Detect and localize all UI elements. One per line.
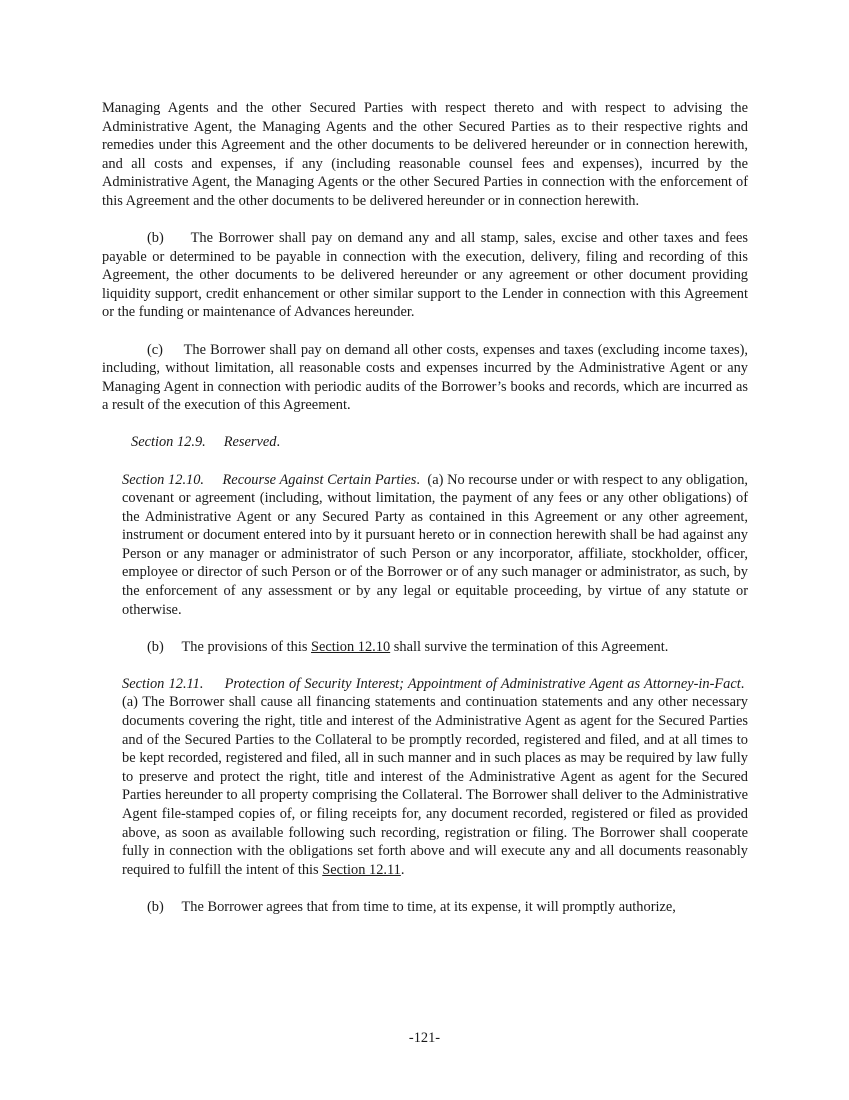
section-12-10-paragraph-a <box>102 471 748 620</box>
paragraph-text: (a) No recourse under or with respect to any obligation, covenant or agreement (including, without limitation, the payment of any fees or any other obligations) of the Administrative Agent or any Secured Party as contained in this Agreement or any other agreement, instrument or document entered into by it pursuant hereto or in connection herewith shall be had against any Person or any manager or administrator of such Person or any incorporator, affiliate, stockholder, officer, employee or director of such Person or of the Borrower or of any such manager or administrator, as such, by the enforcement of any assessment or by any legal or equitable proceeding, by virtue of any statute or otherwise. <box>122 471 748 618</box>
section-number: Section 12.11. <box>122 675 204 692</box>
document-page <box>102 99 748 935</box>
section-number: Section 12.10. <box>122 471 205 488</box>
section-number: Section 12.9. <box>131 434 206 451</box>
section-title-period: . <box>416 471 421 488</box>
section-12-11-paragraph-a <box>102 675 748 880</box>
paragraph-text: The Borrower shall pay on demand all other costs, expenses and taxes (excluding income taxes), including, without limitation, all reasonable costs and expenses incurred by the Administrative Agent or any Managing Agent in connection with periodic audits of the Borrower’s books and records, which are incurred as a result of the execution of this Agreement. <box>102 341 748 414</box>
paragraph-text-end: . <box>400 861 405 878</box>
paragraph-label: (b) <box>147 638 164 655</box>
paragraph-c-costs <box>102 341 748 415</box>
page-number: -121- <box>408 1030 441 1046</box>
section-reference-link: Section 12.11 <box>322 861 401 878</box>
section-reference-link: Section 12.10 <box>311 638 391 655</box>
paragraph-text: (a) The Borrower shall cause all financing statements and continuation statements and any other necessary documents covering the right, title and interest of the Administrative Agent as agent for the Secured Parties and of the Secured Parties to the Collateral to be promptly recorded, registered and filed, and at all times to be kept recorded, registered and filed, all in such manner and in such places as may be required by law fully to preserve and protect the right, title and interest of the Administrative Agent as agent for the Secured Parties hereunder to all property comprising the Collateral. The Borrower shall deliver to the Administrative Agent file-stamped copies of, or filing receipts for, any document recorded, registered or filed as provided above, as soon as available following such recording, registration or filing. The Borrower shall cooperate fully in connection with the obligations set forth above and will execute any and all documents reasonably required to fulfill the intent of this <box>122 694 748 878</box>
section-title-period: . <box>276 434 281 451</box>
paragraph-text-end: shall survive the termination of this Agreement. <box>390 638 669 655</box>
section-12-10-paragraph-b <box>102 638 748 657</box>
section-12-11-paragraph-b <box>102 898 748 917</box>
paragraph-text: The Borrower agrees that from time to time, at its expense, it will promptly authorize, <box>181 898 676 915</box>
paragraph-label: (c) <box>147 341 163 358</box>
paragraph-label: (b) <box>147 898 164 915</box>
section-title-period: . <box>740 675 745 692</box>
paragraph-text: The provisions of this <box>181 638 312 655</box>
continuation-paragraph: Managing Agents and the other Secured Parties with respect thereto and with respect to advising the Administrative Agent, the Managing Agents and the other Secured Parties as to their respective rights and remedies under this Agreement and the other documents to be delivered hereunder or in connection herewith, and all costs and expenses, if any (including reasonable counsel fees and expenses), incurred by the Administrative Agent, the Managing Agents or the other Secured Parties in connection with the enforcement of this Agreement and the other documents to be delivered hereunder or in connection herewith. <box>102 100 748 209</box>
paragraph-b-taxes <box>102 229 748 322</box>
section-title: Recourse Against Certain Parties <box>222 471 417 488</box>
section-title: Protection of Security Interest; Appointment of Administrative Agent as Attorney-in-Fact <box>224 675 741 692</box>
section-title: Reserved <box>223 434 277 451</box>
paragraph-text: The Borrower shall pay on demand any and all stamp, sales, excise and other taxes and fees payable or determined to be payable in connection with the execution, delivery, filing and recording of this Agreement, the other documents to be delivered hereunder or any agreement or other document providing liquidity support, credit enhancement or other similar support to the Lender in connection with this Agreement or the funding or maintenance of Advances hereunder. <box>102 230 748 321</box>
section-12-9-heading <box>102 433 748 452</box>
paragraph-label: (b) <box>147 230 164 247</box>
